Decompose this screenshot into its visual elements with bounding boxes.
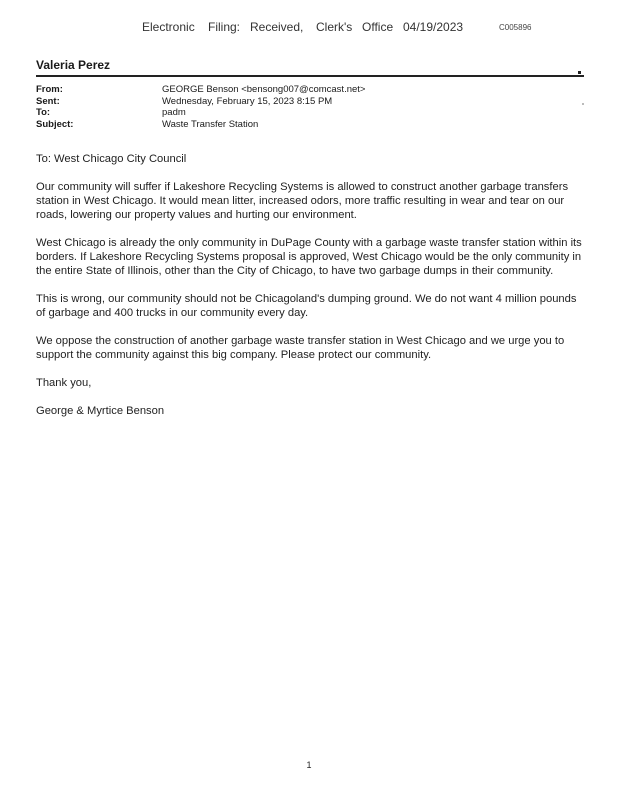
to-value: padm — [162, 107, 186, 118]
email-body — [36, 152, 584, 432]
subject-value: Waste Transfer Station — [162, 118, 259, 130]
body-paragraph: This is wrong, our community should not be Chicagoland's dumping ground. We do not want 4 million pounds of garbage and 400 trucks in our community every day. — [36, 293, 577, 319]
body-paragraph: We oppose the construction of another garbage waste transfer station in West Chicago and we urge you to support the community against this big company. Please protect our community. — [36, 335, 565, 361]
stamp-word: Electronic — [142, 20, 195, 34]
scan-mark — [582, 103, 584, 105]
stamp-word: Clerk's — [316, 20, 353, 34]
closing: Thank you, — [36, 377, 92, 389]
stamp-word: Received, — [250, 20, 304, 34]
email-headers — [36, 84, 365, 130]
salutation: To: West Chicago City Council — [36, 153, 187, 165]
to-label: To: — [36, 107, 51, 118]
from-label: From: — [36, 84, 63, 95]
scan-mark — [578, 71, 581, 74]
header-divider — [36, 75, 584, 77]
from-row — [36, 84, 365, 96]
body-paragraph: West Chicago is already the only community in DuPage County with a garbage waste transfer station within its borders. If Lakeshore Recycling Systems proposal is approved, West Chicago would be the only community in the entire State of Illinois, other than the City of Chicago, to have two garbage dumps in their community. — [36, 237, 582, 277]
body-paragraph: Our community will suffer if Lakeshore Recycling Systems is allowed to construct another garbage transfers station in West Chicago. It would mean litter, increased odors, more traffic resulting in wear and tear on our roads, lowering our property values and hurting our environment. — [36, 181, 569, 221]
stamp-date: 04/19/2023 — [403, 20, 464, 34]
page-number: 1 — [306, 760, 312, 770]
signature: George & Myrtice Benson — [36, 405, 165, 417]
sent-label: Sent: — [36, 95, 60, 107]
subject-label: Subject: — [36, 118, 74, 130]
document-id: C005896 — [499, 23, 532, 32]
from-value: GEORGE Benson <bensong007@comcast.net> — [162, 84, 366, 95]
subject-row — [36, 119, 365, 131]
sent-value: Wednesday, February 15, 2023 8:15 PM — [162, 95, 333, 107]
filing-stamp — [0, 20, 618, 38]
stamp-word: Office — [362, 20, 394, 34]
to-row — [36, 107, 365, 119]
sent-row — [36, 96, 365, 108]
sender-name: Valeria Perez — [36, 58, 111, 72]
stamp-word: Filing: — [208, 20, 241, 34]
